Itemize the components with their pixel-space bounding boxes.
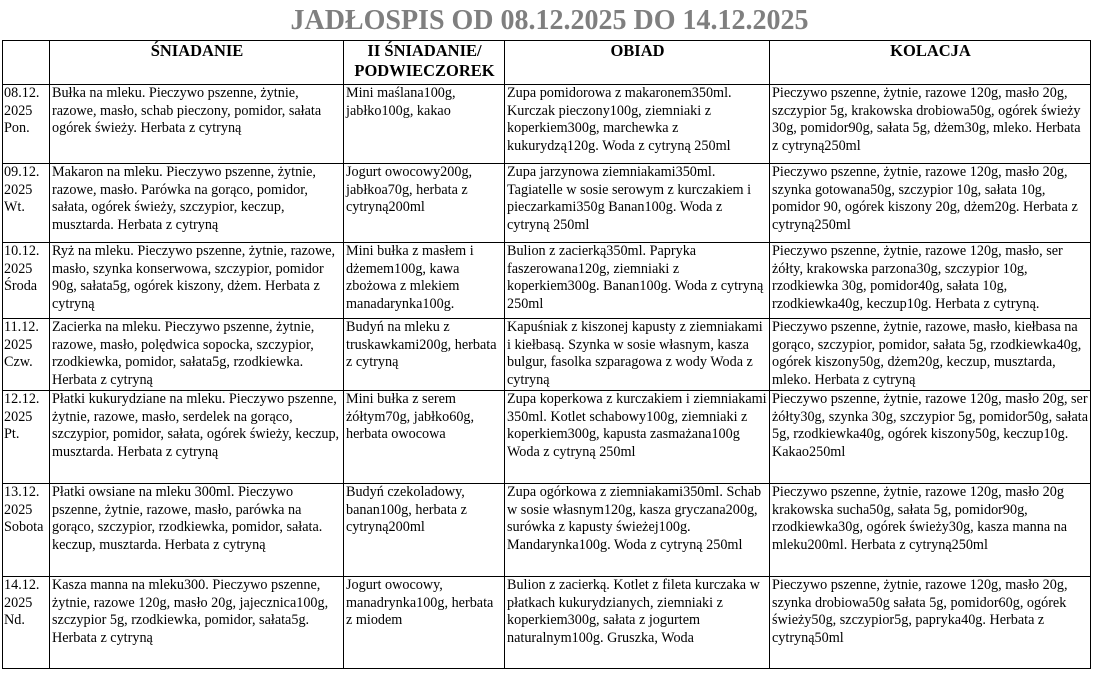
day-name: Czw. xyxy=(4,354,33,371)
menu-body xyxy=(3,85,1091,669)
day-cell xyxy=(3,577,50,669)
lunch-cell: Zupa ogórkowa z ziemniakami350ml. Schab w sosie własnym120g, kasza gryczana200g, surówka z kapusty świeżej100g. Mandarynka100g. Woda z cytryną 250ml xyxy=(505,484,770,577)
day-cell xyxy=(3,319,50,391)
day-name: Nd. xyxy=(4,612,25,629)
day-cell xyxy=(3,391,50,484)
dinner-cell: Pieczywo pszenne, żytnie, razowe 120g, masło 20g, ser żółty30g, szynka 30g, szczypior 5g, pomidor50g, sałata 5g, rzodkiewka40g, ogórek kiszony50g, keczup10g. Kakao250ml xyxy=(770,391,1091,484)
breakfast-cell: Ryż na mleku. Pieczywo pszenne, żytnie, razowe, masło, szynka konserwowa, szczypior, pomidor 90g, sałata5g, ogórek kiszony, dżem. Herbata z cytryną xyxy=(50,243,344,319)
dinner-cell: Pieczywo pszenne, żytnie, razowe, masło, kiełbasa na gorąco, szczypior, pomidor, sałata 5g, rzodkiewka40g, ogórek kiszony50g, dżem20g, keczup, musztarda, mleko. Herbata z cytryną xyxy=(770,319,1091,391)
dinner-cell: Pieczywo pszenne, żytnie, razowe 120g, masło 20g, szynka drobiowa50g sałata 5g, pomidor60g, ogórek świeży50g, szczypior5g, papryka40g. Herbata z cytryną50ml xyxy=(770,577,1091,669)
lunch-cell: Zupa jarzynowa ziemniakami350ml. Tagiatelle w sosie serowym z kurczakiem i pieczarkami350g Banan100g. Woda z cytryną 250ml xyxy=(505,164,770,243)
second-breakfast-cell: Jogurt owocowy200g, jabłkoa70g, herbata z cytryną200ml xyxy=(344,164,505,243)
table-row xyxy=(3,391,1091,484)
second-breakfast-cell: Mini bułka z masłem i dżemem100g, kawa zbożowa z mlekiem manadarynka100g. xyxy=(344,243,505,319)
day-date: 12.12. 2025 xyxy=(4,391,40,425)
second-breakfast-cell: Jogurt owocowy, manadrynka100g, herbata z miodem xyxy=(344,577,505,669)
lunch-cell: Bulion z zacierką. Kotlet z fileta kurczaka w płatkach kukurydzianych, ziemniaki z koperkiem300g, sałata z jogurtem naturalnym100g. Gruszka, Woda xyxy=(505,577,770,669)
dinner-cell: Pieczywo pszenne, żytnie, razowe 120g, masło 20g, szczypior 5g, krakowska drobiowa50g, ogórek świeży 30g, pomidor90g, sałata 5g, dżem30g, mleko. Herbata z cytryną250ml xyxy=(770,85,1091,164)
breakfast-cell: Bułka na mleku. Pieczywo pszenne, żytnie, razowe, masło, schab pieczony, pomidor, sałata ogórek świeży. Herbata z cytryną xyxy=(50,85,344,164)
table-row xyxy=(3,164,1091,243)
lunch-cell: Zupa pomidorowa z makaronem350ml. Kurczak pieczony100g, ziemniaki z koperkiem300g, marchewka z kukurydzą120g. Woda z cytryną 250ml xyxy=(505,85,770,164)
second-breakfast-cell: Mini maślana100g, jabłko100g, kakao xyxy=(344,85,505,164)
lunch-cell: Zupa koperkowa z kurczakiem i ziemniakami 350ml. Kotlet schabowy100g, ziemniaki z koperkiem300g, kapusta zasmażana100g Woda z cytryną 250ml xyxy=(505,391,770,484)
day-date: 08.12. 2025 xyxy=(4,85,40,119)
dinner-cell: Pieczywo pszenne, żytnie, razowe 120g, masło 20g, szynka gotowana50g, szczypior 10g, sałata 10g, pomidor 90, ogórek kiszony 20g, dżem20g. Herbata z cytryną250ml xyxy=(770,164,1091,243)
table-row xyxy=(3,85,1091,164)
breakfast-cell: Kasza manna na mleku300. Pieczywo pszenne, żytnie, razowe 120g, masło 20g, jajecznica100g, szczypior 5g, rzodkiewka, pomidor, sałata5g. Herbata z cytryną xyxy=(50,577,344,669)
day-name: Sobota xyxy=(4,519,44,536)
breakfast-cell: Makaron na mleku. Pieczywo pszenne, żytnie, razowe, masło. Parówka na gorąco, pomidor, sałata, ogórek świeży, szczypior, keczup, musztarda. Herbata z cytryną xyxy=(50,164,344,243)
header-dinner: KOLACJA xyxy=(770,41,1091,85)
header-lunch: OBIAD xyxy=(505,41,770,85)
day-cell xyxy=(3,484,50,577)
day-name: Pt. xyxy=(4,426,20,443)
day-cell xyxy=(3,243,50,319)
header-row xyxy=(3,41,1091,85)
day-date: 09.12. 2025 xyxy=(4,164,40,198)
day-date: 11.12. 2025 xyxy=(4,319,39,353)
day-name: Pon. xyxy=(4,120,30,137)
day-name: Wt. xyxy=(4,199,25,216)
lunch-cell: Kapuśniak z kiszonej kapusty z ziemniakami i kiełbasą. Szynka w sosie własnym, kasza bulgur, fasolka szparagowa z wody Woda z cytryną xyxy=(505,319,770,391)
table-row xyxy=(3,243,1091,319)
day-cell xyxy=(3,85,50,164)
day-name: Środa xyxy=(4,278,38,295)
header-second-breakfast: II ŚNIADANIE/ PODWIECZOREK xyxy=(344,41,505,85)
dinner-cell: Pieczywo pszenne, żytnie, razowe 120g, masło 20g krakowska sucha50g, sałata 5g, pomidor90g, rzodkiewka30g, ogórek świeży30g, kasza manna na mleku200ml. Herbata z cytryną250ml xyxy=(770,484,1091,577)
second-breakfast-cell: Budyń na mleku z truskawkami200g, herbata z cytryną xyxy=(344,319,505,391)
second-breakfast-cell: Budyń czekoladowy, banan100g, herbata z cytryną200ml xyxy=(344,484,505,577)
day-date: 10.12. 2025 xyxy=(4,243,40,277)
table-row xyxy=(3,577,1091,669)
breakfast-cell: Płatki kukurydziane na mleku. Pieczywo pszenne, żytnie, razowe, masło, serdelek na gorąco, szczypior, pomidor, sałata, ogórek świeży, keczup, musztarda. Herbata z cytryną xyxy=(50,391,344,484)
second-breakfast-cell: Mini bułka z serem żółtym70g, jabłko60g, herbata owocowa xyxy=(344,391,505,484)
day-date: 14.12. 2025 xyxy=(4,577,40,611)
day-cell xyxy=(3,164,50,243)
table-row xyxy=(3,484,1091,577)
day-date: 13.12. 2025 xyxy=(4,484,40,518)
header-breakfast: ŚNIADANIE xyxy=(50,41,344,85)
menu-table xyxy=(2,40,1091,669)
header-day xyxy=(3,41,50,85)
lunch-cell: Bulion z zacierką350ml. Papryka faszerowana120g, ziemniaki z koperkiem300g. Banan100g. Woda z cytryną 250ml xyxy=(505,243,770,319)
table-row xyxy=(3,319,1091,391)
breakfast-cell: Płatki owsiane na mleku 300ml. Pieczywo pszenne, żytnie, razowe, masło, parówka na gorąco, szczypior, rzodkiewka, pomidor, sałata. keczup, musztarda. Herbata z cytryną xyxy=(50,484,344,577)
breakfast-cell: Zacierka na mleku. Pieczywo pszenne, żytnie, razowe, masło, polędwica sopocka, szczypior, rzodkiewka, pomidor, sałata5g, rzodkiewka. Herbata z cytryną xyxy=(50,319,344,391)
dinner-cell: Pieczywo pszenne, żytnie, razowe 120g, masło, ser żółty, krakowska parzona30g, szczypior 10g, rzodkiewka 30g, pomidor40g, sałata 10g, rzodkiewka40g, keczup10g. Herbata z cytryną. xyxy=(770,243,1091,319)
page-title: JADŁOSPIS OD 08.12.2025 DO 14.12.2025 xyxy=(290,5,809,36)
